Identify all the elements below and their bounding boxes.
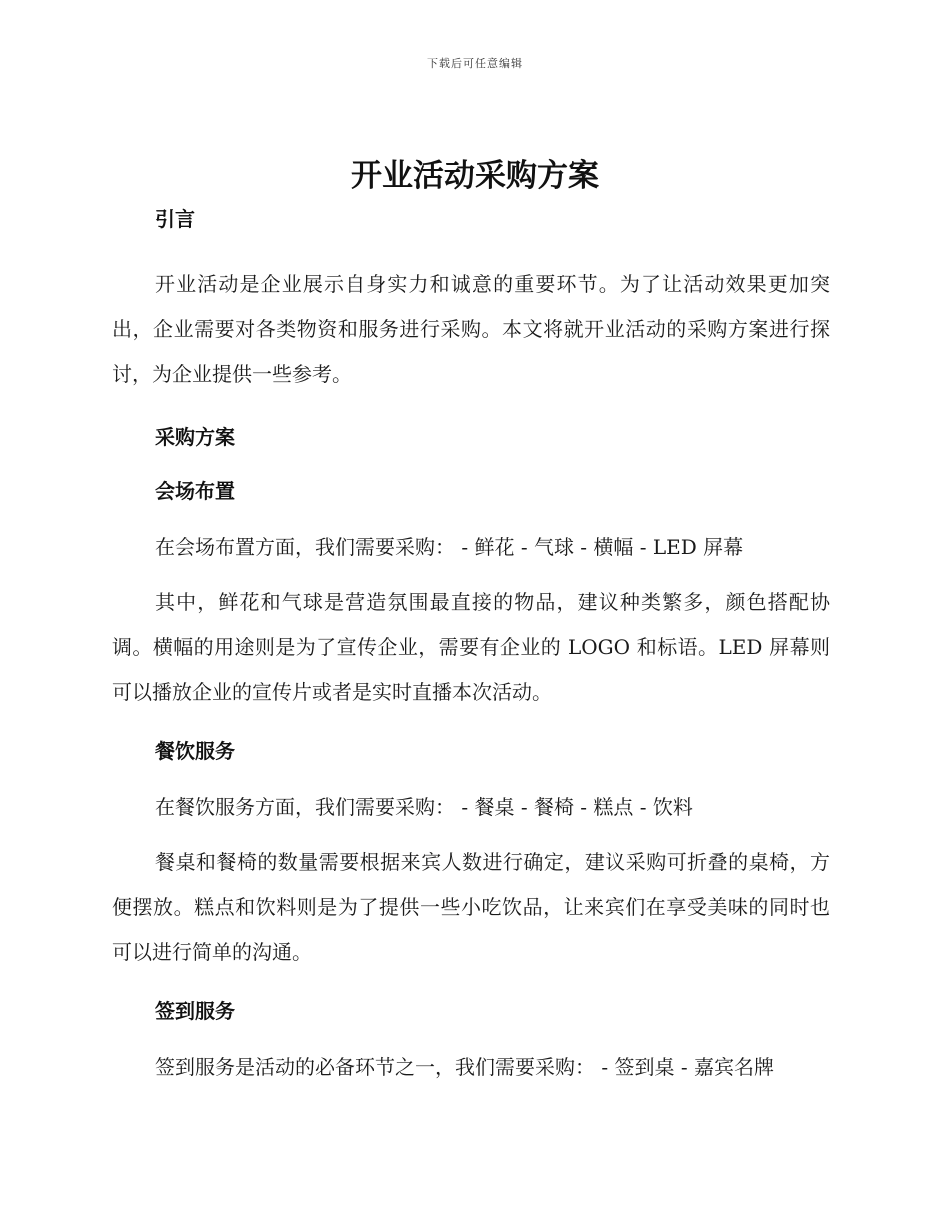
document-body (112, 203, 830, 1090)
section-heading-catering: 餐饮服务 (155, 739, 235, 763)
section-heading-intro: 引言 (155, 207, 195, 231)
section-heading-venue: 会场布置 (155, 479, 235, 503)
paragraph-venue-detail: 其中，鲜花和气球是营造氛围最直接的物品，建议种类繁多，颜色搭配协调。横幅的用途则是为了宣传企业，需要有企业的 LOGO 和标语。LED 屏幕则可以播放企业的宣传片或者是实时直播本次活动。 (112, 590, 830, 704)
paragraph-venue-list: 在会场布置方面，我们需要采购： - 鲜花 - 气球 - 横幅 - LED 屏幕 (155, 535, 744, 559)
header-note: 下载后可任意编辑 (427, 57, 523, 70)
document-title: 开业活动采购方案 (351, 158, 599, 194)
section-heading-signin: 签到服务 (155, 999, 235, 1023)
paragraph-catering-detail: 餐桌和餐椅的数量需要根据来宾人数进行确定，建议采购可折叠的桌椅，方便摆放。糕点和饮料则是为了提供一些小吃饮品，让来宾们在享受美味的同时也可以进行简单的沟通。 (112, 850, 830, 964)
paragraph-catering-list: 在餐饮服务方面，我们需要采购： - 餐桌 - 餐椅 - 糕点 - 饮料 (155, 795, 693, 819)
paragraph-intro: 开业活动是企业展示自身实力和诚意的重要环节。为了让活动效果更加突出，企业需要对各类物资和服务进行采购。本文将就开业活动的采购方案进行探讨，为企业提供一些参考。 (112, 272, 830, 386)
section-heading-plan: 采购方案 (155, 425, 235, 449)
paragraph-signin-list: 签到服务是活动的必备环节之一，我们需要采购： - 签到桌 - 嘉宾名牌 (155, 1055, 774, 1079)
